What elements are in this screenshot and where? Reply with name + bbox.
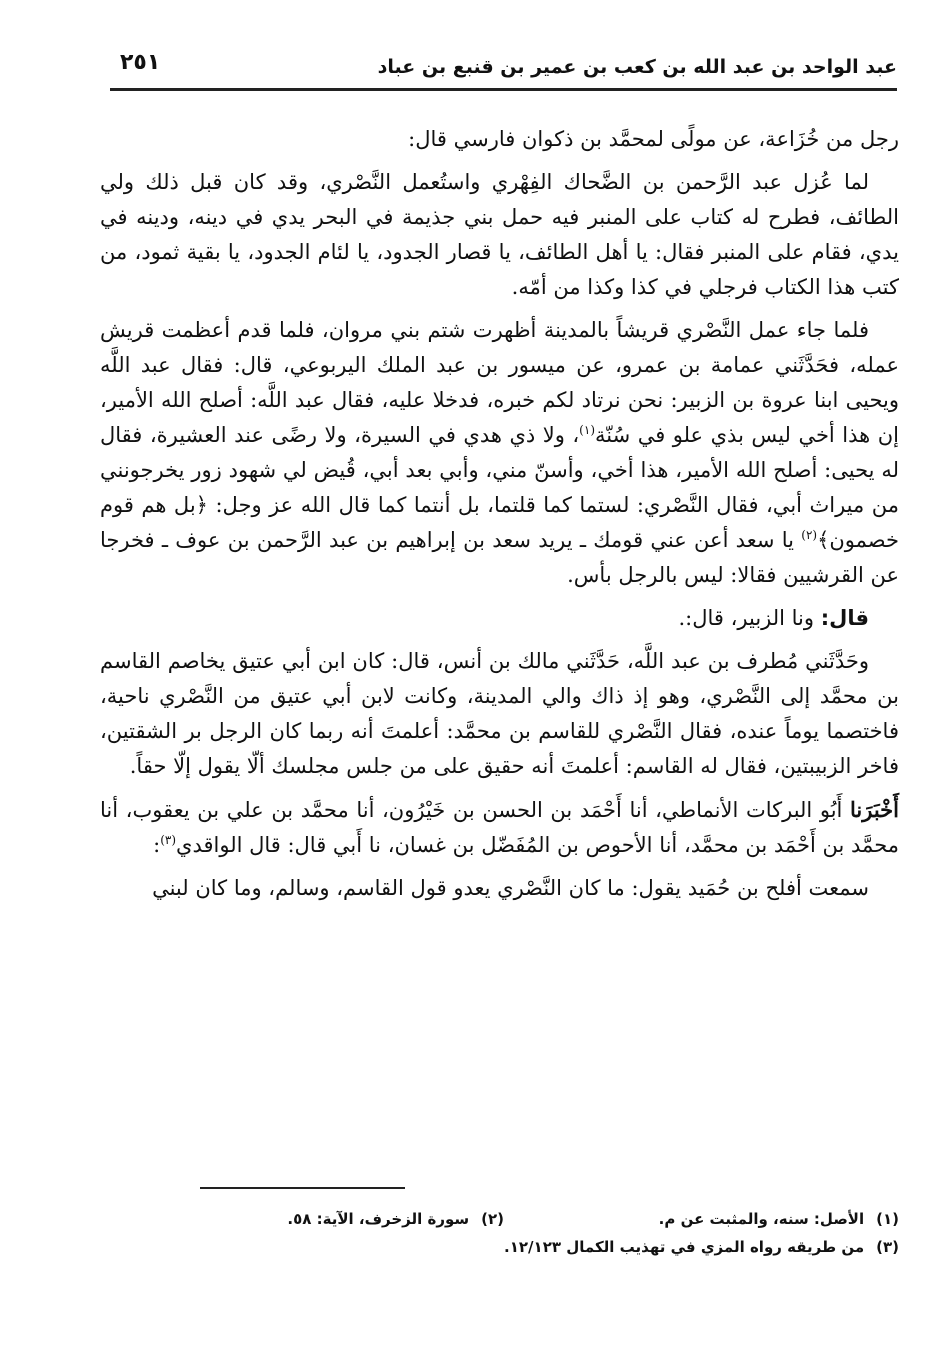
paragraph-3-text-end: يا سعد أعن عني قومك ـ يريد سعد بن إبراهيم بن عبد الرَّحمن بن عوف ـ فخرجا عن القرشيين فقالا: ليس بالرجل بأس. (100, 528, 899, 587)
paragraph-4-lead: قال: (820, 606, 869, 630)
footnote-3 (504, 1233, 899, 1261)
footnote-ref-2: (٢) (801, 528, 818, 542)
footnote-row (100, 1233, 899, 1261)
paragraph-6-text: أَبُو البركات الأنماطي، أنا أَحْمَد بن الحسن بن خَيْرُون، أنا محمَّد بن علي بن يعقوب، أنا محمَّد بن أَحْمَد بن محمَّد، أنا الأحوص بن المُفَضّل بن غسان، نا أَبي قال: قال الواقدي (100, 798, 899, 857)
paragraph-5 (100, 644, 899, 784)
footnote-2-text: سورة الزخرف، الآية: ٥٨. (287, 1210, 470, 1228)
footnote-1-number: (١) (876, 1210, 899, 1228)
paragraph-2-text: لما عُزل عبد الرَّحمن بن الضَّحاك الفِهْري واستُعمل النَّصْري، وقد كان قبل ذلك ولي الطائف، فطرح له كتاب على المنبر فيه حمل بني جذيمة في البحر يدي في دينه، ودينه في يدي، فقام على المنبر فقال: يا أهل الطائف، يا قصار الجدود، يا لئام الجدود، يا بقية ثمود، من كتب هذا الكتاب فرجلي في كذا وكذا من أمّه. (100, 170, 899, 299)
main-text (100, 122, 899, 914)
paragraph-2 (100, 165, 899, 305)
footnote-1 (504, 1205, 899, 1233)
header-rule (110, 88, 897, 91)
footnote-2 (109, 1205, 504, 1233)
footnote-3-text: من طريقه رواه المزي في تهذيب الكمال ١٢/١٢٣. (504, 1238, 865, 1256)
footnote-ref-3: (٣) (160, 833, 177, 847)
footnote-3-number: (٣) (876, 1238, 899, 1256)
paragraph-3-text: فلما جاء عمل النَّصْري قريشاً بالمدينة أظهرت شتم بني مروان، فلما قدم أعظمت قريش عمله، فحَدَّثَني عمامة بن عمرو، عن ميسور بن عبد الملك اليربوعي، قال: فقال عبد اللَّه ويحيى ابنا عروة بن الزبير: نحن نرتاد لكم خبره، فدخلا عليه، فقال عبد اللَّه: أصلح الله الأمير، إن هذا أخي ليس بذي علو في سُنّة (100, 318, 899, 447)
paragraph-3 (100, 313, 899, 593)
paragraph-7-text: سمعت أفلح بن حُمَيد يقول: ما كان النَّصْري يعدو قول القاسم، وسالم، وما كان لبني (152, 876, 869, 900)
page-number: ٢٥١ (120, 50, 161, 75)
paragraph-4 (100, 601, 899, 636)
footnotes (100, 1205, 899, 1261)
paragraph-1 (100, 122, 899, 157)
paragraph-6-lead: أَخْبَرَنا (850, 797, 899, 822)
paragraph-7 (100, 871, 899, 906)
paragraph-3-text-cont: ، ولا ذي هدي في السيرة، ولا رضًى عند العشيرة، فقال له يحيى: أصلح الله الأمير، هذا أخي، وأسنّ مني، وأبي بعد أبي، قُيض لي شهود زور يخرجونني من ميراث أبي، فقال النَّصْري: لستما كما قلتما، بل أنتما كما قال الله عز وجل: ﴿بل هم قوم خصمون﴾ (100, 423, 899, 552)
footnote-rule (200, 1187, 405, 1189)
paragraph-1-text: رجل من خُزَاعة، عن مولًى لمحمَّد بن ذكوان فارسي قال: (408, 127, 899, 151)
footnote-ref-1: (١) (579, 423, 595, 437)
paragraph-6-tail: : (153, 833, 161, 857)
paragraph-5-text: وحَدَّثَني مُطرف بن عبد اللَّه، حَدَّثَني مالك بن أنس، قال: كان ابن أبي عتيق يخاصم القاسم بن محمَّد إلى النَّصْري، وهو إذ ذاك والي المدينة، وكانت لابن أبي عتيق من النَّصْري ناحية، فاختصما يوماً عنده، فقال النَّصْري للقاسم بن محمَّد: أعلمتَ أنه ربما كان الرجل بر الشقتين، فاخر الزبيبتين، فقال له القاسم: أعلمتَ أنه حقيق على من جلس مجلسك ألّا يقول إلّا حقاً. (100, 649, 899, 778)
paragraph-4-text: ونا الزبير، قال:. (678, 606, 821, 630)
page-header (110, 48, 897, 88)
running-title: عبد الواحد بن عبد الله بن كعب بن عمير بن قنبع بن عباد (377, 56, 897, 78)
paragraph-6 (100, 792, 899, 863)
footnote-1-text: الأصل: سنه، والمثبت عن م. (658, 1210, 865, 1228)
footnote-row (100, 1205, 899, 1233)
footnote-2-number: (٢) (481, 1210, 504, 1228)
